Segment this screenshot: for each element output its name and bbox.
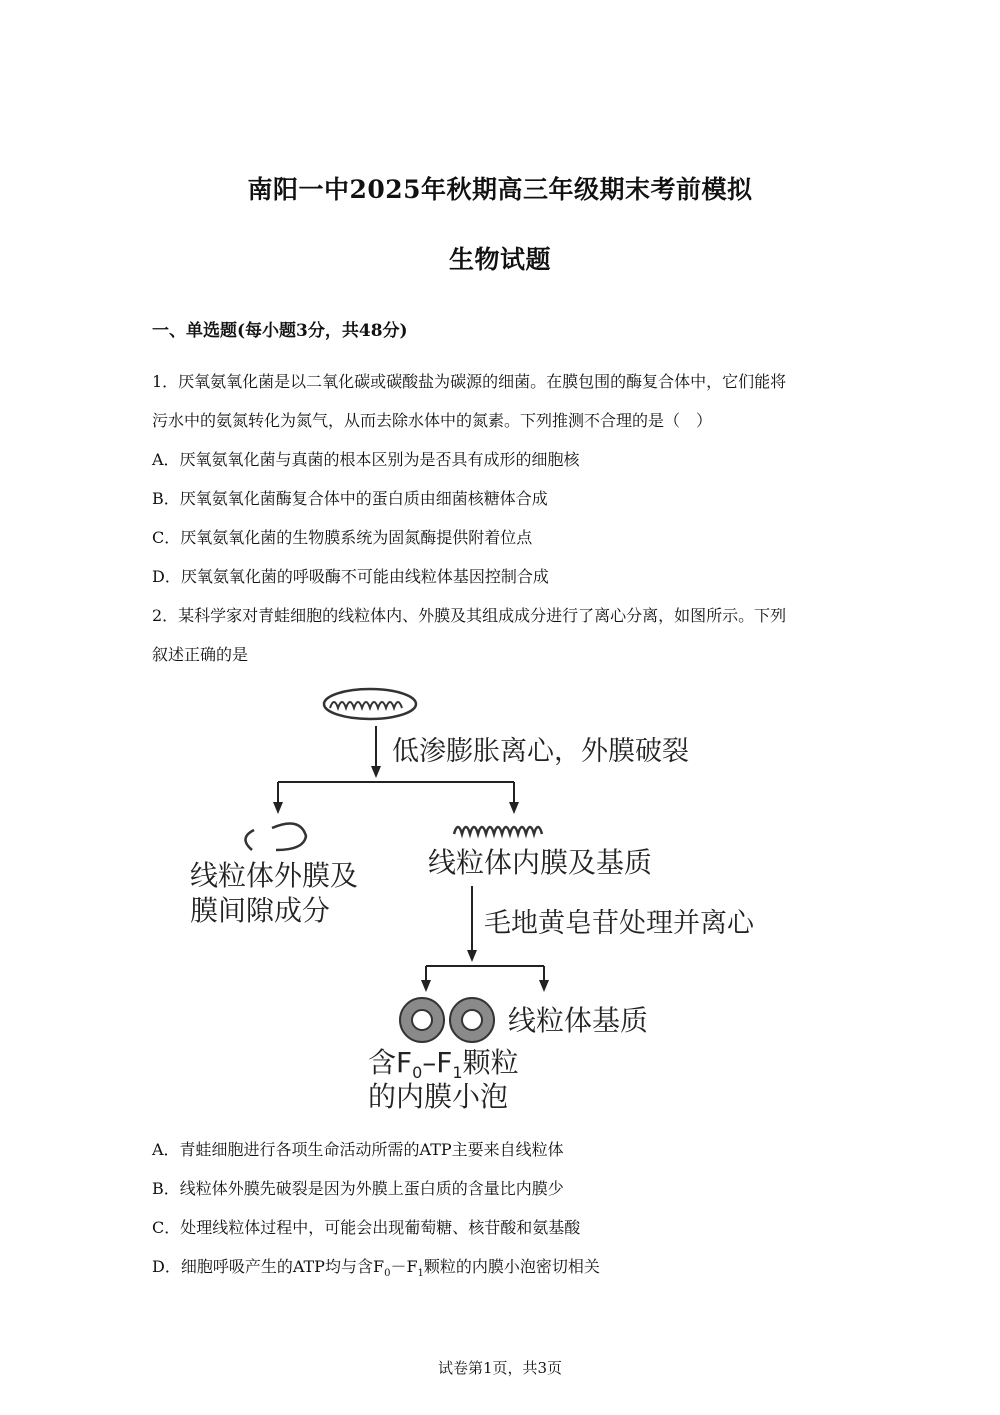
step1-label: 低渗膨胀离心，外膜破裂: [392, 736, 689, 767]
centrifugation-diagram: [150, 682, 830, 1122]
q1-option-b: B．厌氧氨氧化菌酶复合体中的蛋白质由细菌核糖体合成: [152, 489, 548, 508]
q2-stem-line1: 2．某科学家对青蛙细胞的线粒体内、外膜及其组成成分进行了离心分离，如图所示。下列: [152, 606, 787, 625]
step2-label: 毛地黄皂苷处理并离心: [484, 908, 754, 939]
matrix-label: 线粒体基质: [508, 1004, 649, 1037]
mitochondrion-icon: [324, 689, 416, 719]
q2-option-a: A．青蛙细胞进行各项生命活动所需的ATP主要来自线粒体: [152, 1140, 564, 1159]
q1-option-d: D．厌氧氨氧化菌的呼吸酶不可能由线粒体基因控制合成: [152, 567, 549, 586]
page-footer: 试卷第1页，共3页: [437, 1359, 563, 1377]
inner-membrane-label: 线粒体内膜及基质: [428, 846, 653, 879]
q2-option-c: C．处理线粒体过程中，可能会出现葡萄糖、核苷酸和氨基酸: [152, 1218, 581, 1237]
section-heading: 一、单选题(每小题3分，共48分): [152, 321, 408, 341]
vesicle-icon: [400, 998, 444, 1042]
vesicle-label-line2: 的内膜小泡: [368, 1080, 509, 1113]
outer-membrane-label-line2: 膜间隙成分: [190, 894, 331, 927]
broken-outer-membrane-icon: [245, 824, 306, 851]
q2-option-b: B．线粒体外膜先破裂是因为外膜上蛋白质的含量比内膜少: [152, 1179, 564, 1198]
q1-stem-line2: 污水中的氨氮转化为氮气，从而去除水体中的氮素。下列推测不合理的是（ ）: [152, 411, 713, 430]
q2-stem-line2: 叙述正确的是: [152, 645, 249, 664]
q1-option-c: C．厌氧氨氧化菌的生物膜系统为固氮酶提供附着位点: [152, 528, 533, 547]
inner-membrane-icon: [454, 827, 542, 834]
q1-option-a: A．厌氧氨氧化菌与真菌的根本区别为是否具有成形的细胞核: [152, 450, 580, 469]
outer-membrane-label-line1: 线粒体外膜及: [190, 859, 359, 892]
vesicle-label-line1: 含$F_0-F_1$颗粒: [368, 1046, 519, 1082]
subject-title: 生物试题: [448, 245, 551, 274]
exam-title: 南阳一中2025年秋期高三年级期末考前模拟: [247, 175, 753, 204]
q1-stem-line1: 1．厌氧氨氧化菌是以二氧化碳或碳酸盐为碳源的细菌。在膜包围的酶复合体中，它们能将: [152, 372, 787, 391]
q2-option-d: D．细胞呼吸产生的ATP均与含$F_0-F_1$颗粒的内膜小泡密切相关: [152, 1257, 600, 1280]
vesicle-icon: [450, 998, 494, 1042]
